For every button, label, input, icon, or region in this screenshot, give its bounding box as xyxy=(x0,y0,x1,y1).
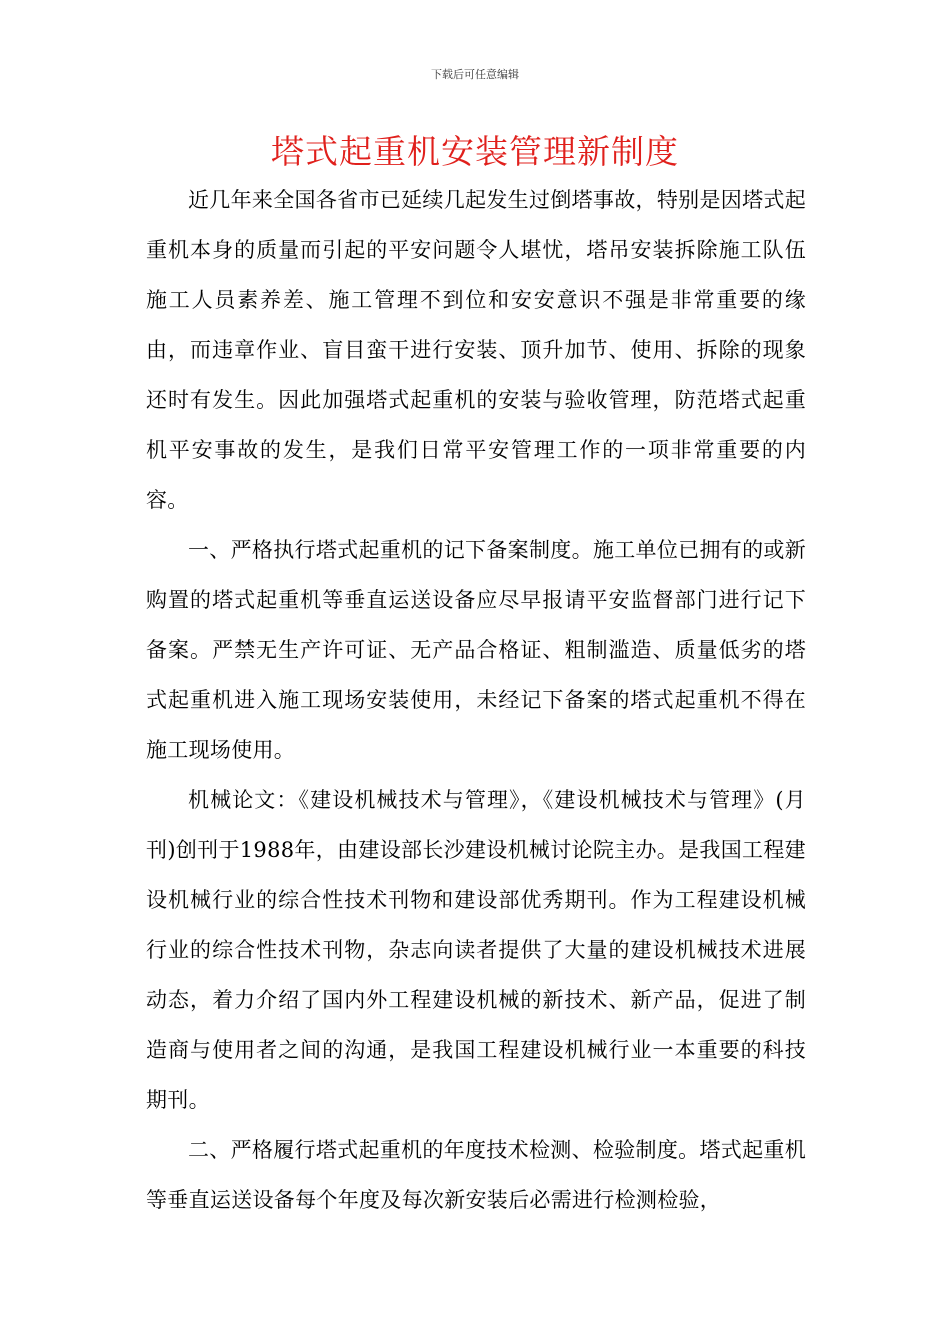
paragraph-section-2: 二、严格履行塔式起重机的年度技术检测、检验制度。塔式起重机等垂直运送设备每个年度及每次新安装后必需进行检测检验， xyxy=(146,1138,806,1212)
document-title: 塔式起重机安装管理新制度 xyxy=(271,132,679,171)
paragraph-journal-note: 机械论文：《建设机械技术与管理》，《建设机械技术与管理》(月刊)创刊于1988年，由建设部长沙建设机械讨论院主办。是我国工程建设机械行业的综合性技术刊物和建设部优秀期刊。作为工程建设机械行业的综合性技术刊物，杂志向读者提供了大量的建设机械技术进展动态，着力介绍了国内外工程建设机械的新技术、新产品，促进了制造商与使用者之间的沟通，是我国工程建设机械行业一本重要的科技期刊。 xyxy=(146,788,806,1112)
paragraph-section-1: 一、严格执行塔式起重机的记下备案制度。施工单位已拥有的或新购置的塔式起重机等垂直运送设备应尽早报请平安监督部门进行记下备案。严禁无生产许可证、无产品合格证、粗制滥造、质量低劣的塔式起重机进入施工现场安装使用，未经记下备案的塔式起重机不得在施工现场使用。 xyxy=(146,538,806,762)
paragraph-intro: 近几年来全国各省市已延续几起发生过倒塔事故，特别是因塔式起重机本身的质量而引起的平安问题令人堪忧，塔吊安装拆除施工队伍施工人员素养差、施工管理不到位和安安意识不强是非常重要的缘由，而违章作业、盲目蛮干进行安装、顶升加节、使用、拆除的现象还时有发生。因此加强塔式起重机的安装与验收管理，防范塔式起重机平安事故的发生，是我们日常平安管理工作的一项非常重要的内容。 xyxy=(146,188,806,512)
document-body xyxy=(146,175,806,1225)
header-note: 下载后可任意编辑 xyxy=(431,68,519,81)
